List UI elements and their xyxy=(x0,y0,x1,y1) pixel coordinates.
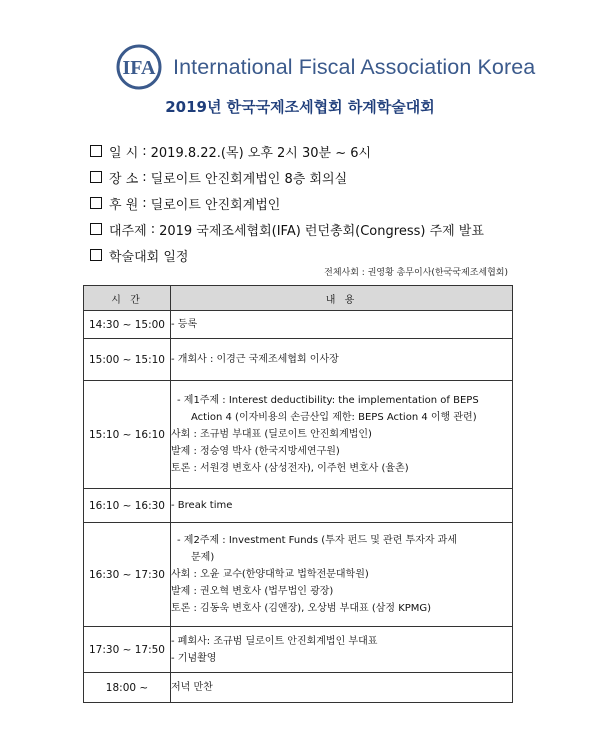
chair-note: 전체사회 : 권영황 총무이사(한국국제조세협회) xyxy=(324,268,508,278)
row-time: 15:10 ~ 16:10 xyxy=(84,381,171,489)
info-sponsor: 후 원 : 딜로이트 안진회계법인 xyxy=(90,190,484,216)
content-line: - 개회사 : 이경근 국제조세협회 이사장 xyxy=(171,354,339,365)
table-row xyxy=(84,339,513,381)
table-row xyxy=(84,381,513,489)
checkbox-icon xyxy=(90,171,102,183)
row-content xyxy=(171,311,513,339)
content-line: - 제2주제 : Investment Funds (투자 펀드 및 관련 투자자 과세 xyxy=(177,535,458,546)
table-row xyxy=(84,489,513,523)
org-name: International Fiscal Association Korea xyxy=(173,54,536,79)
ifa-logo-icon xyxy=(113,44,165,90)
content-line: - 제1주제 : Interest deductibility: the implementation of BEPS xyxy=(177,395,479,406)
row-content xyxy=(171,381,513,489)
checkbox-icon xyxy=(90,197,102,209)
row-content xyxy=(171,523,513,627)
content-line: 문제) xyxy=(191,552,215,563)
logo-letters: IFA xyxy=(122,57,156,79)
info-value: 딜로이트 안진회계법인 xyxy=(150,197,281,213)
row-time: 18:00 ~ xyxy=(84,673,171,703)
info-value: 2019 국제조세협회(IFA) 런던총회(Congress) 주제 발표 xyxy=(159,223,484,239)
row-time: 16:10 ~ 16:30 xyxy=(84,489,171,523)
info-date: 일 시 : 2019.8.22.(목) 오후 2시 30분 ~ 6시 xyxy=(90,138,484,164)
content-line: - 폐회사: 조규범 딜로이트 안진회계법인 부대표 xyxy=(171,635,378,647)
info-venue: 장 소 : 딜로이트 안진회계법인 8층 회의실 xyxy=(90,164,484,190)
row-time: 17:30 ~ 17:50 xyxy=(84,627,171,673)
event-title: 2019년 한국국제조세협회 하계학술대회 xyxy=(165,98,435,116)
content-line: 토론 : 서원경 변호사 (삼성전자), 이주헌 변호사 (율촌) xyxy=(171,463,409,474)
info-theme: 대주제 : 2019 국제조세협회(IFA) 런던총회(Congress) 주제 발표 xyxy=(90,216,484,242)
info-label: 일 시 xyxy=(109,145,139,161)
header-logo xyxy=(113,44,535,90)
schedule-table xyxy=(83,285,513,703)
table-row xyxy=(84,523,513,627)
content-line: - Break time xyxy=(171,500,233,511)
checkbox-icon xyxy=(90,145,102,157)
row-content xyxy=(171,489,513,523)
content-line: 저녁 만찬 xyxy=(171,682,213,693)
info-label: 장 소 xyxy=(109,171,139,187)
row-content xyxy=(171,339,513,381)
checkbox-icon xyxy=(90,223,102,235)
content-line: Action 4 (이자비용의 손금산입 제한: BEPS Action 4 이행 관련) xyxy=(191,412,477,423)
info-value: 딜로이트 안진회계법인 8층 회의실 xyxy=(150,171,348,187)
info-label: 학술대회 일정 xyxy=(109,249,189,265)
table-row xyxy=(84,311,513,339)
info-label: 후 원 xyxy=(109,197,139,213)
table-row xyxy=(84,673,513,703)
content-line: - 기념촬영 xyxy=(171,652,217,664)
content-line: - 등록 xyxy=(171,319,198,330)
row-time: 14:30 ~ 15:00 xyxy=(84,311,171,339)
header-time: 시 간 xyxy=(84,286,171,311)
row-time: 15:00 ~ 15:10 xyxy=(84,339,171,381)
content-line: 사회 : 조규범 부대표 (딜로이트 안진회계법인) xyxy=(171,429,372,440)
row-content xyxy=(171,673,513,703)
row-time: 16:30 ~ 17:30 xyxy=(84,523,171,627)
checkbox-icon xyxy=(90,249,102,261)
table-header-row xyxy=(84,286,513,311)
header-content: 내 용 xyxy=(171,286,513,311)
info-value: 2019.8.22.(목) 오후 2시 30분 ~ 6시 xyxy=(150,145,372,161)
row-content xyxy=(171,627,513,673)
content-line: 발제 : 권오혁 변호사 (법무법인 광장) xyxy=(171,586,334,597)
content-line: 발제 : 정승영 박사 (한국지방세연구원) xyxy=(171,446,340,457)
table-row xyxy=(84,627,513,673)
content-line: 사회 : 오윤 교수(한양대학교 법학전문대학원) xyxy=(171,569,369,580)
info-list xyxy=(90,138,484,268)
info-label: 대주제 xyxy=(109,223,147,239)
content-line: 토론 : 김동욱 변호사 (김앤장), 오상범 부대표 (삼정 KPMG) xyxy=(171,603,432,614)
